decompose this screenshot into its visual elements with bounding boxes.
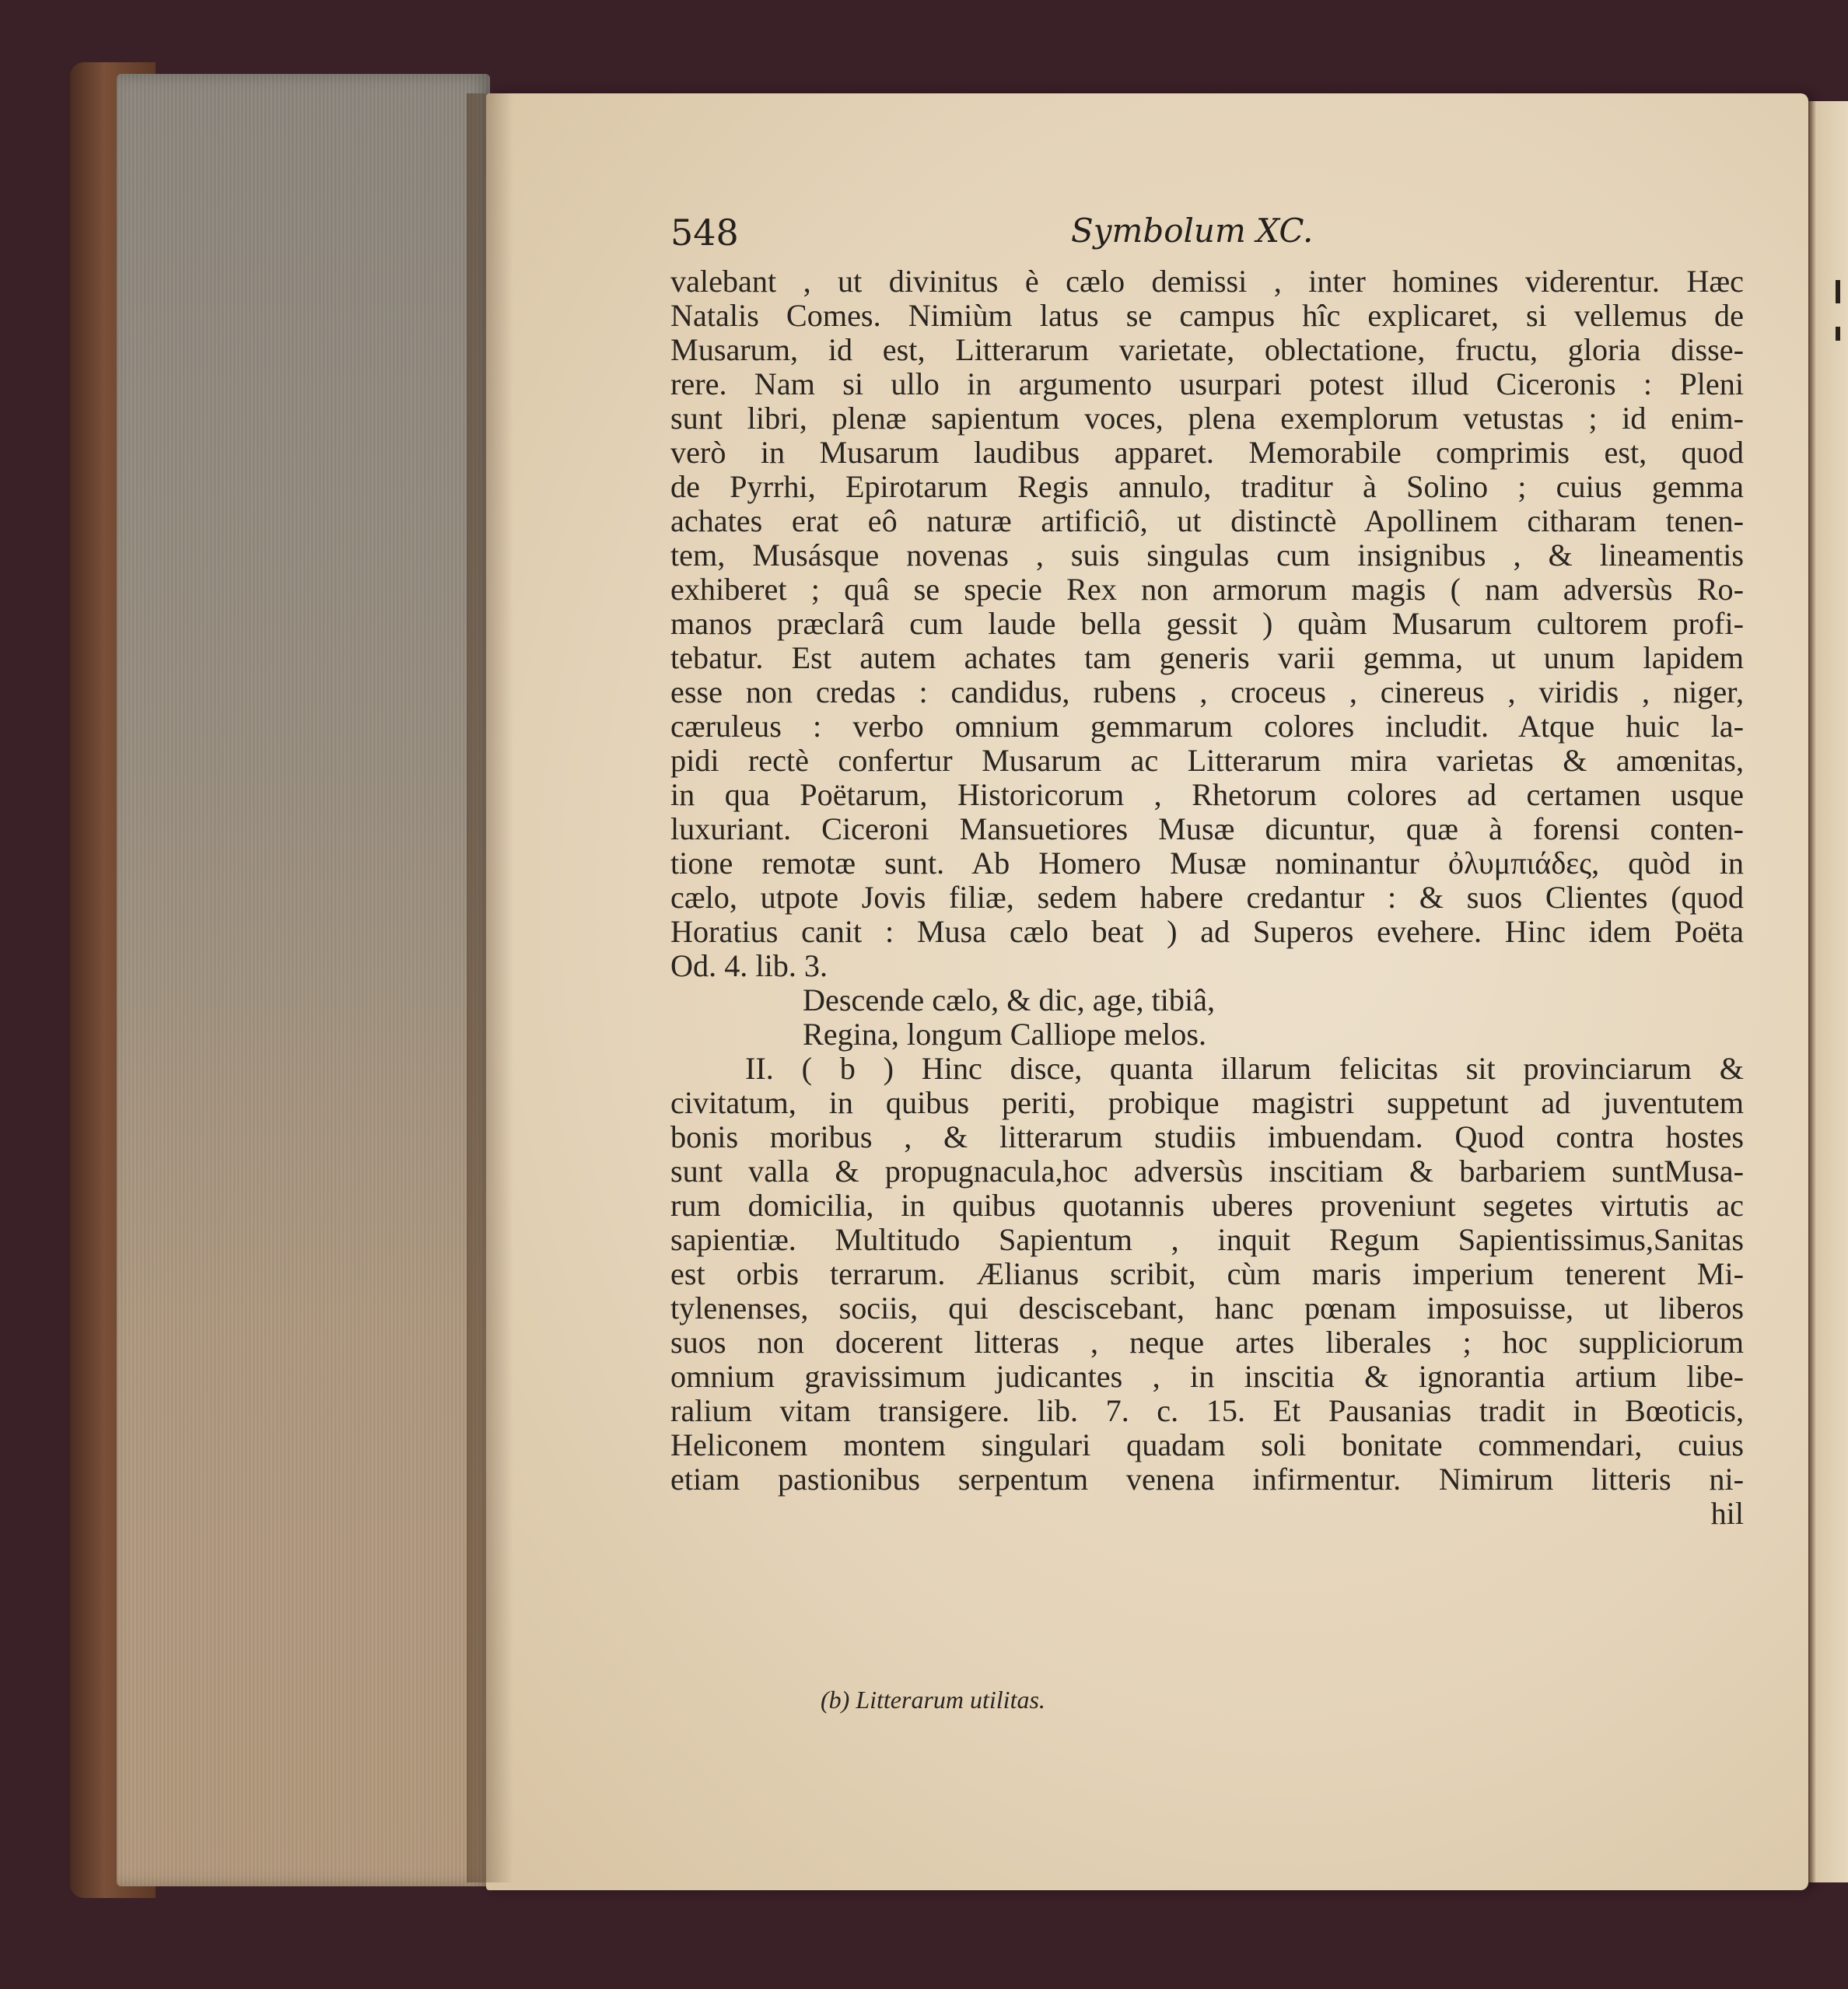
body-text (670, 264, 1744, 1531)
text-line: tylenenses, sociis, qui desciscebant, hanc pœnam imposuisse, ut liberos (670, 1290, 1744, 1325)
verse-line: Descende cælo, & dic, age, tibiâ, (803, 982, 1216, 1017)
facing-page-edge (1808, 101, 1848, 1882)
text-line: manos præclarâ cum laude bella gessit ) quàm Musarum cultorem profi- (670, 606, 1744, 641)
running-head-title: Symbolum XC. (1071, 212, 1314, 250)
running-head (670, 212, 1744, 258)
text-line: Heliconem montem singulari quadam soli bonitate commendari, cuius (670, 1427, 1744, 1462)
text-line: omnium gravissimum judicantes , in inscitia & ignorantia artium libe- (670, 1359, 1744, 1394)
text-line: Natalis Comes. Nimiùm latus se campus hîc explicaret, si vellemus de (670, 298, 1744, 333)
facing-page-glyph (1836, 280, 1840, 303)
text-line: Musarum, id est, Litterarum varietate, oblectatione, fructu, gloria disse- (670, 332, 1744, 367)
text-line: est orbis terrarum. Ælianus scribit, cùm maris imperium tenerent Mi- (670, 1256, 1744, 1291)
text-line: ralium vitam transigere. lib. 7. c. 15. Et Pausanias tradit in Bœoticis, (670, 1393, 1744, 1428)
text-line: rum domicilia, in quibus quotannis uberes proveniunt segetes virtutis ac (670, 1188, 1744, 1223)
text-line: Od. 4. lib. 3. (670, 948, 828, 983)
text-line: tem, Musásque novenas , suis singulas cum insignibus , & lineamentis (670, 538, 1744, 573)
text-line: luxuriant. Ciceroni Mansuetiores Musæ dicuntur, quæ à forensi conten- (670, 811, 1744, 846)
text-line: esse non credas : candidus, rubens , croceus , cinereus , viridis , niger, (670, 674, 1744, 709)
text-line: valebant , ut divinitus è cælo demissi , inter homines viderentur. Hæc (670, 264, 1744, 299)
text-line: etiam pastionibus serpentum venena infirmentur. Nimirum litteris ni- (670, 1462, 1744, 1497)
text-line: tebatur. Est autem achates tam generis varii gemma, ut unum lapidem (670, 640, 1744, 675)
text-line: sunt libri, plenæ sapientum voces, plena exemplorum vetustas ; id enim- (670, 401, 1744, 436)
text-line: verò in Musarum laudibus apparet. Memorabile comprimis est, quod (670, 435, 1744, 470)
verse-line: Regina, longum Calliope melos. (803, 1017, 1207, 1052)
facing-page-glyph (1836, 327, 1840, 341)
text-line: de Pyrrhi, Epirotarum Regis annulo, traditur à Solino ; cuius gemma (670, 469, 1744, 504)
text-line: tione remotæ sunt. Ab Homero Musæ nominantur ὀλυμπιάδες, quòd in (670, 846, 1744, 881)
text-line: Horatius canit : Musa cælo beat ) ad Superos evehere. Hinc idem Poëta (670, 914, 1744, 949)
footnote: (b) Litterarum utilitas. (821, 1686, 1045, 1714)
text-line: in qua Poëtarum, Historicorum , Rhetorum colores ad certamen usque (670, 777, 1744, 812)
text-line: suos non docerent litteras , neque artes liberales ; hoc suppliciorum (670, 1325, 1744, 1360)
catchword: hil (1710, 1496, 1744, 1531)
text-line: sapientiæ. Multitudo Sapientum , inquit Regum Sapientissimus,Sanitas (670, 1222, 1744, 1257)
page-number: 548 (670, 212, 739, 254)
text-line: cæruleus : verbo omnium gemmarum colores includit. Atque huic la- (670, 709, 1744, 744)
text-line: exhiberet ; quâ se specie Rex non armorum magis ( nam adversùs Ro- (670, 572, 1744, 607)
text-line: achates erat eô naturæ artificiô, ut distinctè Apollinem citharam tenen- (670, 503, 1744, 538)
text-line: pidi rectè confertur Musarum ac Litterarum mira varietas & amœnitas, (670, 743, 1744, 778)
page-edges (117, 74, 490, 1886)
gutter-shadow (467, 93, 513, 1882)
text-line: civitatum, in quibus periti, probique magistri suppetunt ad juventutem (670, 1085, 1744, 1120)
text-line: cælo, utpote Jovis filiæ, sedem habere credantur : & suos Clientes (quod (670, 880, 1744, 915)
text-line: bonis moribus , & litterarum studiis imbuendam. Quod contra hostes (670, 1119, 1744, 1154)
text-line: II. ( b ) Hinc disce, quanta illarum felicitas sit provinciarum & (745, 1051, 1744, 1086)
text-line: rere. Nam si ullo in argumento usurpari potest illud Ciceronis : Pleni (670, 366, 1744, 401)
text-line: sunt valla & propugnacula,hoc adversùs inscitiam & barbariem suntMusa- (670, 1154, 1744, 1189)
